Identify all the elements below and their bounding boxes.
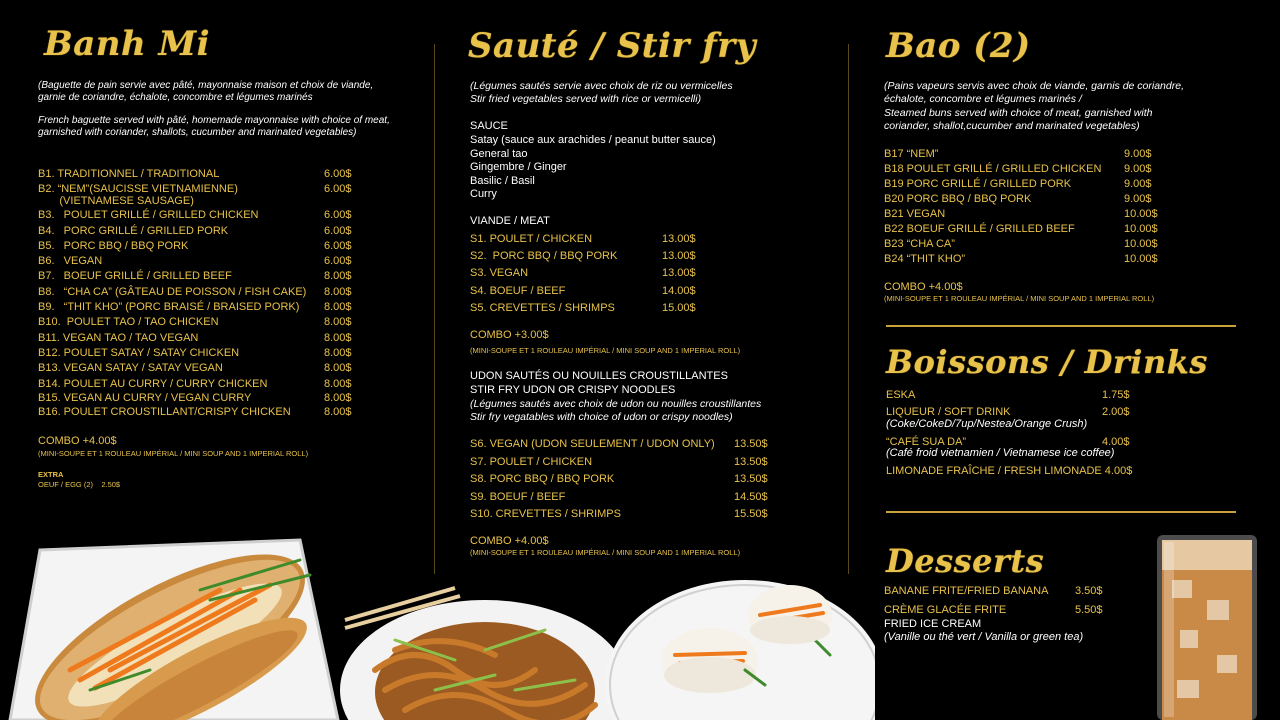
bao-price: 10.00$	[1124, 223, 1158, 235]
bao-price: 9.00$	[1124, 193, 1152, 205]
item-price: 6.00$	[324, 183, 352, 196]
bao-price: 10.00$	[1124, 238, 1158, 250]
item-name: B13. VEGAN SATAY / SATAY VEGAN	[38, 362, 223, 375]
dessert-fried-ice: FRIED ICE CREAM	[884, 618, 982, 630]
sauce-label: SAUCE	[470, 120, 508, 132]
list-item	[38, 224, 358, 239]
desserts-title: Desserts	[886, 542, 1045, 580]
item-price: 8.00$	[324, 270, 352, 283]
udon-price: 15.50$	[734, 508, 768, 520]
bao-item: B23 “CHA CA”	[884, 238, 955, 250]
saute-title: Sauté / Stir fry	[468, 26, 756, 66]
udon-desc-2: Stir fry vegatables with choice of udon or crispy noodles)	[470, 411, 733, 423]
banh-mi-combo-note: (MINI-SOUPE ET 1 ROULEAU IMPÉRIAL / MINI SOUP AND 1 IMPERIAL ROLL)	[38, 449, 309, 458]
item-price: 6.00$	[324, 168, 352, 180]
drink-eska-price: 1.75$	[1102, 389, 1130, 401]
item-name: B7. BOEUF GRILLÉ / GRILLED BEEF	[38, 270, 232, 283]
list-item	[38, 167, 358, 182]
item-name: B4. PORC GRILLÉ / GRILLED PORK	[38, 224, 229, 237]
item-name: (VIETNAMESE SAUSAGE)	[38, 195, 194, 208]
dessert-creme: CRÈME GLACÉE FRITE	[884, 604, 1007, 616]
udon-price: 13.50$	[734, 438, 768, 450]
drink-limonade: LIMONADE FRAÎCHE / FRESH LIMONADE 4.00$	[886, 465, 1133, 477]
iced-coffee-illustration	[1152, 530, 1262, 720]
dessert-creme-price: 5.50$	[1075, 604, 1103, 616]
drink-liqueur: LIQUEUR / SOFT DRINK	[886, 406, 1011, 418]
item-price: 6.00$	[324, 255, 352, 268]
bao-combo: COMBO +4.00$	[884, 281, 963, 293]
bao-price: 9.00$	[1124, 163, 1152, 175]
list-item	[38, 254, 358, 269]
item-price: 8.00$	[324, 391, 352, 404]
item-name: B12. POULET SATAY / SATAY CHICKEN	[38, 346, 240, 359]
list-item	[38, 315, 358, 330]
bao-desc-3: Steamed buns served with choice of meat, garnished with	[884, 107, 1153, 119]
item-name: B2. “NEM”(SAUCISSE VIETNAMIENNE)	[38, 183, 238, 196]
column-divider-left	[434, 44, 435, 574]
item-price: 8.00$	[324, 285, 352, 298]
meat-price: 15.00$	[662, 302, 696, 314]
item-name: B1. TRADITIONNEL / TRADITIONAL	[38, 168, 220, 180]
item-name: B8. “CHA CA” (GÂTEAU DE POISSON / FISH CAKE)	[38, 285, 307, 298]
udon-price: 13.50$	[734, 473, 768, 485]
list-item	[38, 269, 358, 284]
udon-desc-1: (Légumes sautés avec choix de udon ou nouilles croustillantes	[470, 398, 762, 410]
item-name: B16. POULET CROUSTILLANT/CRISPY CHICKEN	[38, 406, 291, 419]
meat-label: VIANDE / MEAT	[470, 215, 550, 227]
bao-illustration	[595, 575, 875, 720]
list-item	[38, 183, 358, 195]
bao-price: 9.00$	[1124, 178, 1152, 190]
sauce-item: Satay (sauce aux arachides / peanut butter sauce)	[470, 134, 716, 146]
meat-item: S5. CREVETTES / SHRIMPS	[470, 302, 615, 314]
stir-fry-illustration	[335, 580, 620, 720]
item-price: 6.00$	[324, 239, 352, 252]
list-item	[38, 361, 358, 376]
list-item	[38, 208, 358, 223]
drinks-title: Boissons / Drinks	[886, 343, 1208, 381]
udon-price: 14.50$	[734, 491, 768, 503]
iced-coffee-photo	[1152, 530, 1262, 720]
bao-price: 10.00$	[1124, 208, 1158, 220]
udon-item: S6. VEGAN (UDON SEULEMENT / UDON ONLY)	[470, 438, 715, 450]
list-item	[38, 405, 358, 420]
list-item	[38, 392, 358, 406]
drink-cafe-price: 4.00$	[1102, 436, 1130, 448]
dessert-banane: BANANE FRITE/FRIED BANANA	[884, 585, 1049, 597]
drinks-divider	[886, 325, 1236, 327]
bao-desc-1: (Pains vapeurs servis avec choix de viande, garnis de coriandre,	[884, 80, 1184, 92]
banh-mi-desc-fr: (Baguette de pain servie avec pâté, mayonnaise maison et choix de viande, garnie de coriandre, échalote, concombre et légumes marinés	[38, 80, 374, 103]
list-item	[38, 195, 358, 208]
item-name: B11. VEGAN TAO / TAO VEGAN	[38, 331, 199, 344]
banh-mi-desc-en: French baguette served with pâté, homemade mayonnaise with choice of meat, garnished with coriander, shallots, cucumber and marinated vegetables)	[38, 115, 390, 138]
meat-item: S4. BOEUF / BEEF	[470, 285, 566, 297]
meat-price: 13.00$	[662, 250, 696, 262]
list-item	[38, 285, 358, 300]
extra-item: OEUF / EGG (2) 2.50$	[38, 480, 121, 489]
bao-combo-note: (MINI-SOUPE ET 1 ROULEAU IMPÉRIAL / MINI SOUP AND 1 IMPERIAL ROLL)	[884, 294, 1155, 303]
item-name: B6. VEGAN	[38, 255, 103, 268]
banh-mi-illustration	[0, 530, 340, 720]
item-price: 6.00$	[324, 209, 352, 222]
item-price: 8.00$	[324, 406, 352, 419]
item-price: 8.00$	[324, 377, 352, 390]
drink-liqueur-note: (Coke/CokeD/7up/Nestea/Orange Crush)	[886, 418, 1088, 430]
dessert-banane-price: 3.50$	[1075, 585, 1103, 597]
drink-eska: ESKA	[886, 389, 916, 401]
bao-item: B24 “THIT KHO”	[884, 253, 966, 265]
desserts-divider	[886, 511, 1236, 513]
list-item	[38, 300, 358, 315]
meat-price: 14.00$	[662, 285, 696, 297]
sauce-item: General tao	[470, 148, 528, 160]
sauce-item: Curry	[470, 188, 497, 200]
saute-combo-1-note: (MINI-SOUPE ET 1 ROULEAU IMPÉRIAL / MINI SOUP AND 1 IMPERIAL ROLL)	[470, 346, 741, 355]
udon-item: S7. POULET / CHICKEN	[470, 456, 593, 468]
banh-mi-list	[38, 167, 358, 421]
saute-combo-1: COMBO +3.00$	[470, 329, 549, 341]
item-name: B10. POULET TAO / TAO CHICKEN	[38, 316, 219, 329]
drink-liqueur-price: 2.00$	[1102, 406, 1130, 418]
bao-desc-2: échalote, concombre et légumes marinés /	[884, 93, 1082, 105]
banh-mi-combo: COMBO +4.00$	[38, 435, 117, 447]
stir-fry-photo	[335, 580, 620, 720]
banh-mi-photo	[0, 530, 340, 720]
saute-desc-2: Stir fried vegetables served with rice or vermicelli)	[470, 93, 702, 105]
saute-combo-2-note: (MINI-SOUPE ET 1 ROULEAU IMPÉRIAL / MINI SOUP AND 1 IMPERIAL ROLL)	[470, 548, 741, 557]
item-name: B3. POULET GRILLÉ / GRILLED CHICKEN	[38, 209, 259, 222]
udon-item: S10. CREVETTES / SHRIMPS	[470, 508, 621, 520]
bao-item: B18 POULET GRILLÉ / GRILLED CHICKEN	[884, 163, 1102, 175]
item-price: 8.00$	[324, 316, 352, 329]
drink-cafe-note: (Café froid vietnamien / Vietnamese ice coffee)	[886, 447, 1115, 459]
bao-desc-4: coriander, shallot,cucumber and marinated vegetables)	[884, 120, 1140, 132]
dessert-note: (Vanille ou thé vert / Vanilla or green tea)	[884, 631, 1084, 643]
meat-item: S1. POULET / CHICKEN	[470, 233, 593, 245]
list-item	[38, 331, 358, 346]
item-price: 8.00$	[324, 331, 352, 344]
list-item	[38, 377, 358, 392]
bao-price: 10.00$	[1124, 253, 1158, 265]
bao-item: B17 “NEM”	[884, 148, 939, 160]
column-divider-right	[848, 44, 849, 574]
saute-combo-2: COMBO +4.00$	[470, 535, 549, 547]
bao-item: B22 BOEUF GRILLÉ / GRILLED BEEF	[884, 223, 1075, 235]
bao-price: 9.00$	[1124, 148, 1152, 160]
banh-mi-title: Banh Mi	[44, 24, 211, 64]
item-price: 8.00$	[324, 346, 352, 359]
list-item	[38, 239, 358, 254]
item-name: B14. POULET AU CURRY / CURRY CHICKEN	[38, 377, 268, 390]
list-item	[38, 346, 358, 361]
item-price: 8.00$	[324, 301, 352, 314]
udon-item: S9. BOEUF / BEEF	[470, 491, 566, 503]
meat-price: 13.00$	[662, 233, 696, 245]
sauce-item: Basilic / Basil	[470, 175, 535, 187]
item-price: 8.00$	[324, 362, 352, 375]
udon-price: 13.50$	[734, 456, 768, 468]
item-price: 6.00$	[324, 224, 352, 237]
bao-title: Bao (2)	[886, 26, 1031, 66]
extra-label: EXTRA	[38, 470, 64, 479]
meat-item: S2. PORC BBQ / BBQ PORK	[470, 250, 618, 262]
bao-item: B20 PORC BBQ / BBQ PORK	[884, 193, 1032, 205]
item-name: B9. “THIT KHO” (PORC BRAISÉ / BRAISED PORK)	[38, 301, 300, 314]
udon-heading-1: UDON SAUTÉS OU NOUILLES CROUSTILLANTES	[470, 370, 728, 382]
bao-item: B19 PORC GRILLÉ / GRILLED PORK	[884, 178, 1072, 190]
bao-photo	[595, 575, 875, 720]
sauce-item: Gingembre / Ginger	[470, 161, 567, 173]
bao-item: B21 VEGAN	[884, 208, 946, 220]
saute-desc-1: (Légumes sautés servie avec choix de riz ou vermicelles	[470, 80, 733, 92]
udon-item: S8. PORC BBQ / BBQ PORK	[470, 473, 615, 485]
meat-item: S3. VEGAN	[470, 267, 529, 279]
meat-price: 13.00$	[662, 267, 696, 279]
item-name: B15. VEGAN AU CURRY / VEGAN CURRY	[38, 391, 252, 404]
item-name: B5. PORC BBQ / BBQ PORK	[38, 239, 189, 252]
udon-heading-2: STIR FRY UDON OR CRISPY NOODLES	[470, 384, 676, 396]
drink-cafe: “CAFÉ SUA DA”	[886, 436, 967, 448]
